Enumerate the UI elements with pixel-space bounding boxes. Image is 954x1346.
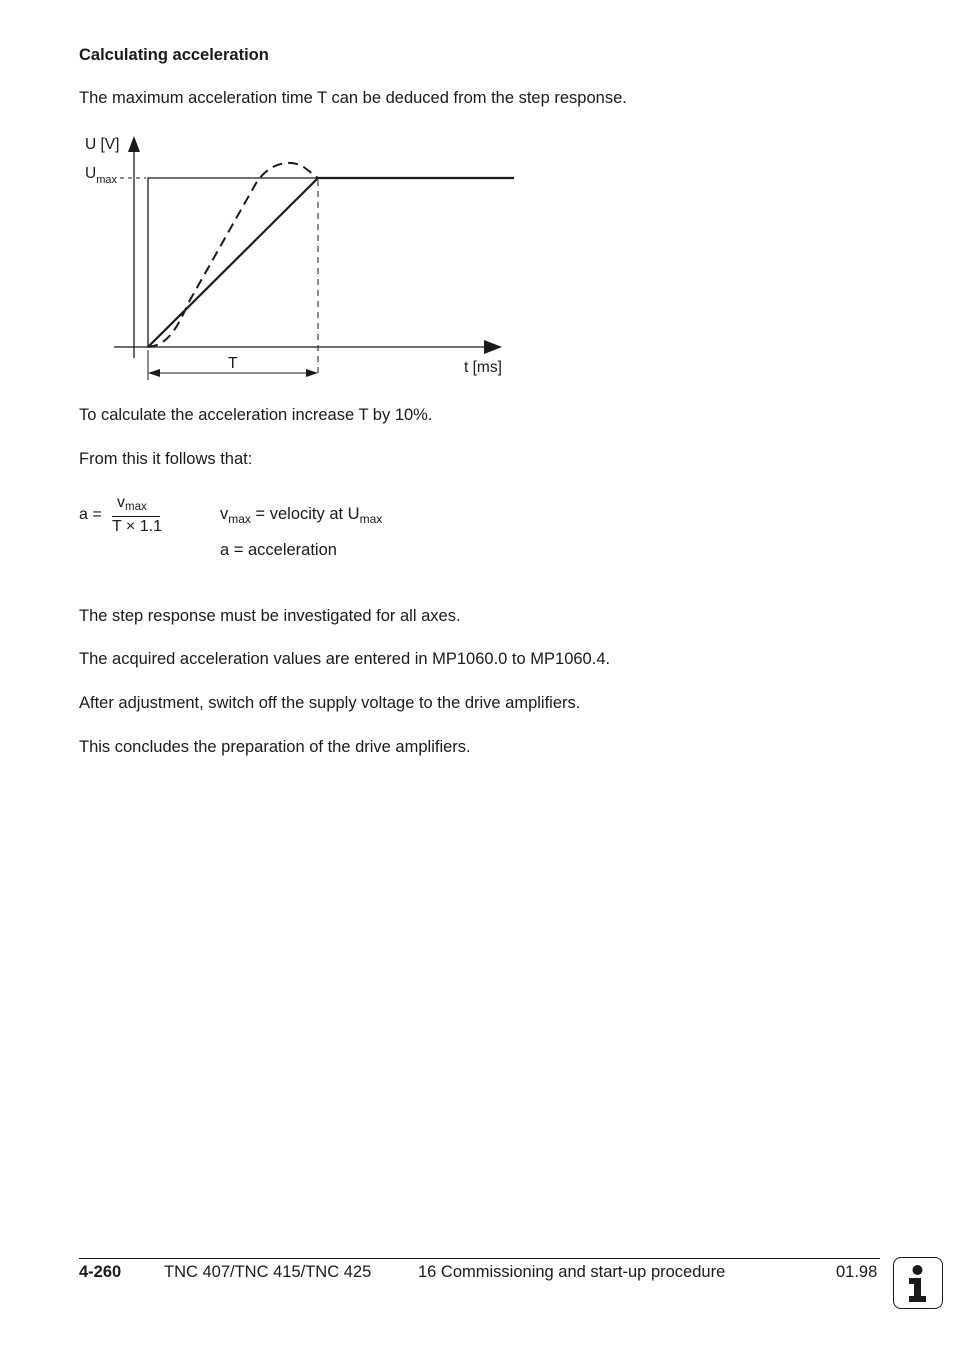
paragraph-axes: The step response must be investigated for all axes.: [79, 607, 461, 625]
paragraph-mp1060: The acquired acceleration values are entered in MP1060.0 to MP1060.4.: [79, 650, 611, 668]
x-axis-arrow: [484, 340, 502, 354]
ramp-response-line: [148, 178, 318, 347]
fraction-bar: [112, 516, 160, 517]
increase-text: To calculate the acceleration increase T by 10%.: [79, 406, 433, 424]
y-axis-label: U [V]: [85, 136, 120, 153]
footer-product: TNC 407/TNC 415/TNC 425: [164, 1263, 372, 1281]
formula-numerator: vmax: [117, 494, 147, 513]
t-label: T: [228, 355, 238, 372]
y-axis-arrow: [128, 136, 140, 152]
footer-page-number: 4-260: [79, 1263, 122, 1281]
intro-text: The maximum acceleration time T can be deduced from the step response.: [79, 89, 627, 107]
info-icon: [893, 1257, 943, 1309]
footer-chapter: 16 Commissioning and start-up procedure: [418, 1263, 726, 1281]
paragraph-conclusion: This concludes the preparation of the drive amplifiers.: [79, 738, 471, 756]
t-dimension-arrow-left: [148, 369, 160, 377]
footer-date: 01.98: [836, 1263, 878, 1281]
vmax-definition: $v_{max}$ = velocity at $U_{max}$: [220, 505, 383, 526]
section-heading: Calculating acceleration: [79, 46, 269, 64]
paragraph-switch-off: After adjustment, switch off the supply voltage to the drive amplifiers.: [79, 694, 581, 712]
formula-denominator: T × 1.1: [112, 518, 162, 535]
acceleration-formula: a = vmax T × 1.1: [79, 494, 162, 535]
x-axis-label: t [ms]: [464, 359, 502, 376]
overshoot-response-curve: [148, 163, 318, 347]
umax-label: $U_{max}$: [85, 165, 117, 186]
follows-text: From this it follows that:: [79, 450, 253, 468]
footer-rule: [79, 1258, 880, 1259]
t-dimension-arrow-right: [306, 369, 318, 377]
a-definition: a = acceleration: [220, 541, 337, 559]
step-response-diagram: [0, 0, 954, 400]
